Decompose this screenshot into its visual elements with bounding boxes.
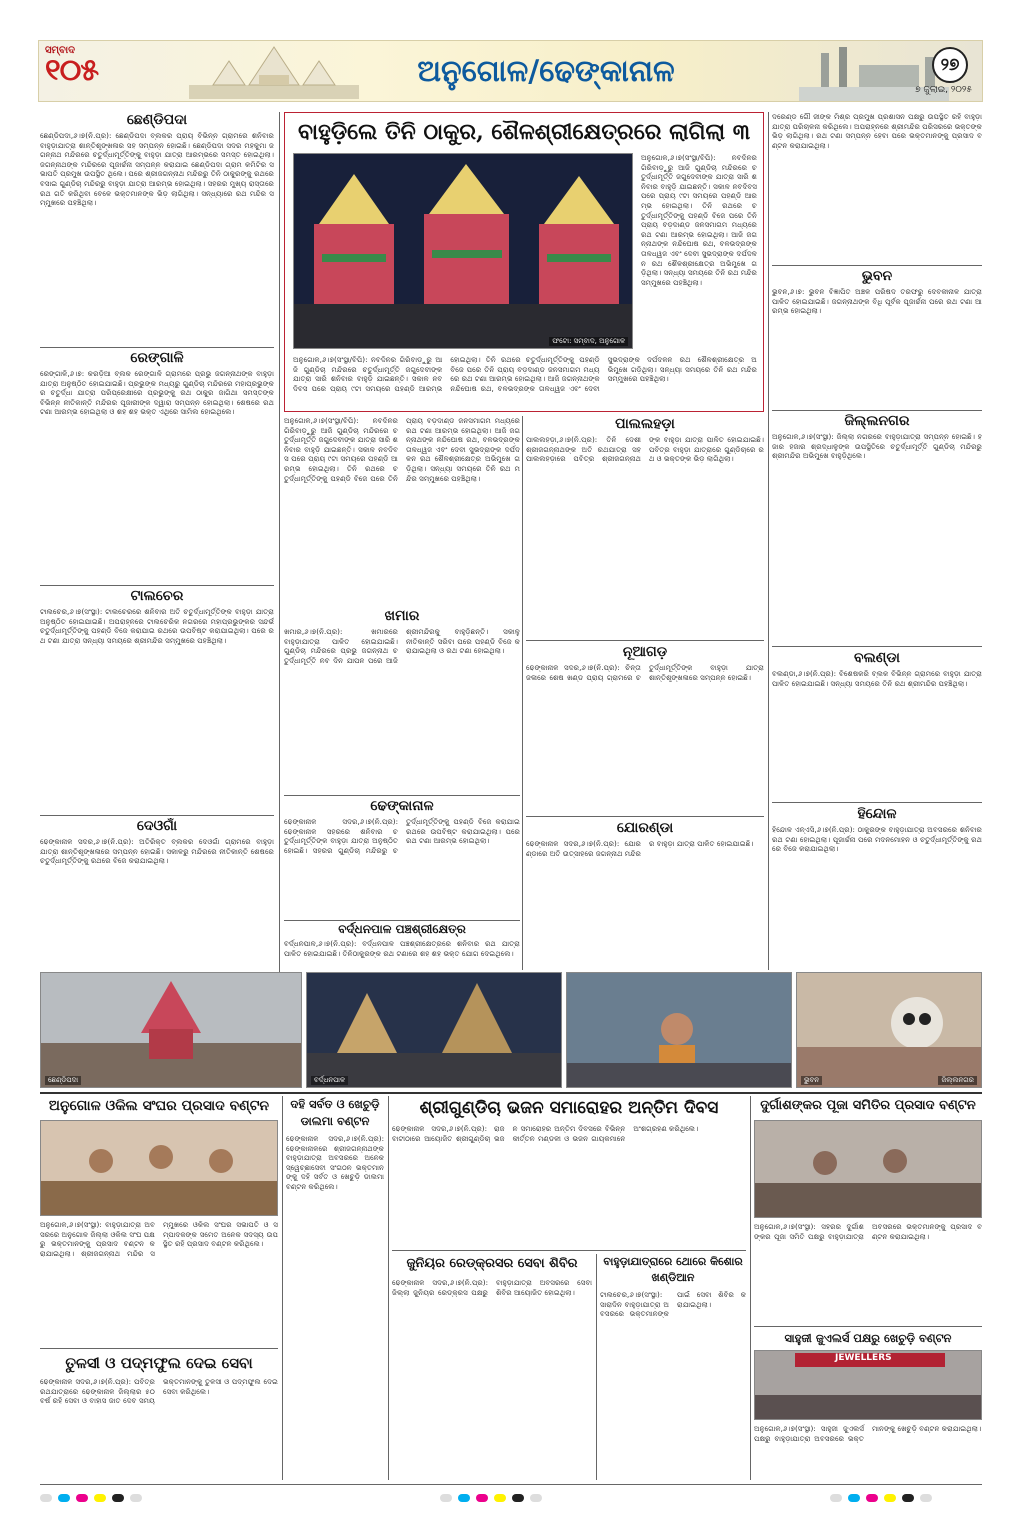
story-talcher (40, 588, 274, 812)
story-body: ଅନୁଗୋଳ,୬।୭(ସଂସ୍ଥା/ବିପି): ନବଦିନର ଗିରିବାଡ଼ୁରୁ ଆଜି ଗୁଣ୍ଡିଚା ମନ୍ଦିରରେ ଚତୁର୍ଦ୍ଧାମୂର୍ତ୍ତି ଜଗୁଦେବୀଙ୍କ ଯାତ୍ରା ସାରି ଶନିବାର ବାହୁଡ଼ି ଯାଇଛନ୍ତି। ସକାଳ ନବଦିବସ ପରେ ପ୍ରାୟ ୯ଟା ସମୟରେ ପହଣ୍ଡି ଆରମ୍ଭ ହୋଇଥିଲା। ତିନି ରଥରେ ଚତୁର୍ଦ୍ଧାମୂର୍ତ୍ତିଙ୍କୁ ପହଣ୍ଡି ବିଜେ ପରେ ତିନି ପ୍ରାୟ ବଡ଼ଦାଣ୍ଡ ଜନସମାଗମ ମଧ୍ୟରେ ରଥ ଟଣା ଆରମ୍ଭ ହୋଇଥିଲା। ଆଜି ଜଗନ୍ନାଥଙ୍କ ନନ୍ଦିଘୋଷ ରଥ, ବଳଭଦ୍ରଙ୍କ ତାଳଧ୍ୱଜ ଏବଂ ଦେବୀ ସୁଭଦ୍ରାଙ୍କ ଦର୍ପଦଳନ ରଥ ଶୈଳଶ୍ରୀକ୍ଷେତ୍ର ଅଭିମୁଖେ ଗଡ଼ିଥିଲା। ସନ୍ଧ୍ୟା ସମୟରେ ତିନି ରଥ ମନ୍ଦିର ସମ୍ମୁଖରେ ପହଞ୍ଚିଥିଲା। (284, 416, 520, 483)
story-heading: ଜୁନିୟର ରେଡ୍‌କ୍ରସର ସେବା ଶିବିର (406, 1256, 578, 1271)
photo-credit: ଫଟୋ: ସମ୍ବାଦ, ଅନୁଗୋଳ (549, 337, 628, 346)
lead-body-bottom: ଅନୁଗୋଳ,୬।୭(ସଂସ୍ଥା/ବିପି): ନବଦିନର ଗିରିବାଡ଼ୁରୁ ଆଜି ଗୁଣ୍ଡିଚା ମନ୍ଦିରରେ ଚତୁର୍ଦ୍ଧାମୂର୍ତ୍ତି ଜଗୁଦେବୀଙ୍କ ଯାତ୍ରା ସାରି ଶନିବାର ବାହୁଡ଼ି ଯାଇଛନ୍ତି। ସକାଳ ନବଦିବସ ପରେ ପ୍ରାୟ ୯ଟା ସମୟରେ ପହଣ୍ଡି ଆରମ୍ଭ ହୋଇଥିଲା। ତିନି ରଥରେ ଚତୁର୍ଦ୍ଧାମୂର୍ତ୍ତିଙ୍କୁ ପହଣ୍ଡି ବିଜେ ପରେ ତିନି ପ୍ରାୟ ବଡ଼ଦାଣ୍ଡ ଜନସମାଗମ ମଧ୍ୟରେ ରଥ ଟଣା ଆରମ୍ଭ ହୋଇଥିଲା। ଆଜି ଜଗନ୍ନାଥଙ୍କ ନନ୍ଦିଘୋଷ ରଥ, ବଳଭଦ୍ରଙ୍କ ତାଳଧ୍ୱଜ ଏବଂ ଦେବୀ ସୁଭଦ୍ରାଙ୍କ ଦର୍ପଦଳନ ରଥ ଶୈଳଶ୍ରୀକ୍ଷେତ୍ର ଅଭିମୁଖେ ଗଡ଼ିଥିଲା। ସନ୍ଧ୍ୟା ସମୟରେ ତିନି ରଥ ମନ୍ଦିର ସମ୍ମୁଖରେ ପହଞ୍ଚିଥିଲା। (293, 355, 757, 393)
story-body: ଢେଙ୍କାନାଳ ସଦର,୬।୭(ନି.ପ୍ର): ଯୋରଣ୍ଡାରେ ଅତି ଉତ୍ସାହରେ ଜଗନ୍ନାଥ ମନ୍ଦିରର ବାହୁଡ଼ା ଯାତ୍ରା ପାଳିତ ହୋଇଯାଇଛି। (526, 839, 754, 858)
photo-caption: ବର୍ଦ୍ଧନପାଳ (311, 1076, 348, 1085)
chariot-photo-icon (294, 154, 633, 349)
lead-headline: ବାହୁଡ଼ିଲେ ତିନି ଠାକୁର, ଶୈଳଶ୍ରୀକ୍ଷେତ୍ରରେ ଲାଗିଲା ୩ (298, 119, 750, 145)
story-body: ଢେଙ୍କାନାଳ ସଦର,୬।୭(ନି.ପ୍ର): ଅତିରିକ୍ତ ବ୍ଲକର ଦେଓଗାଁ ଗ୍ରାମରେ ବାହୁଡ଼ା ଯାତ୍ରା ଶାନ୍ତିଶୃଙ୍ଖଳାରେ ସମ୍ପନ୍ନ ହୋଇଛି। ସକାଳରୁ ମନ୍ଦିରରେ ନୀତିକାନ୍ତି ଶେଷରେ ଚତୁର୍ଦ୍ଧାମୂର୍ତ୍ତିଙ୍କୁ ରଥରେ ବିଜେ କରାଯାଇଥିଲା। (40, 837, 274, 866)
story-body: ଢେଙ୍କାନାଳ ସଦର,୬।୭(ନି.ପ୍ର): ଚିନ୍ତା ଜଳାରେ ଶେଷ ଖଣ୍ଡ ପ୍ରାୟ ଗ୍ରାମରେ ଚତୁର୍ଦ୍ଧାମୂର୍ତ୍ତିଙ୍କ ବାହୁଡ଼ା ଯାତ୍ରା ଶାନ୍ତିଶୃଙ୍ଖଳାରେ ସମ୍ପନ୍ନ ହୋଇଛି। (526, 663, 764, 682)
story-balanda (772, 650, 982, 800)
chariot-crowd-photo-icon (41, 973, 302, 1088)
photo-caption: ଜିଲ୍ଲନଗର (938, 1076, 977, 1085)
story-body: ଖମାର,୬।୭(ନି.ପ୍ର): ଖମାରରେ ବାହୁଡ଼ାଯାତ୍ରା ପାଳିତ ହୋଇଯାଇଛି। ଗୁଣ୍ଡିଚା ମନ୍ଦିରରେ ପ୍ରଭୁ ଜଗନ୍ନାଥ ଚତୁର୍ଦ୍ଧାମୂର୍ତ୍ତି ନବ ଦିନ ଯାପନ ପରେ ଆଜି ଶ୍ରୀମନ୍ଦିରକୁ ବାହୁଡ଼ିଛନ୍ତି। ସକାଳୁ ନୀତିକାନ୍ତି ସରିବା ପରେ ପହଣ୍ଡି ବିଜେ କରାଯାଇଥିଲା ଓ ରଥ ଟଣା ହୋଇଥିଲା। (284, 627, 520, 665)
story-heading: ଶ୍ରୀଗୁଣ୍ଡିଚା ଭଜନ ସମାରୋହର ଅନ୍ତିମ ଦିବସ (419, 1098, 719, 1118)
story-body: ଛେଣ୍ଡିପଦା,୬।୭(ନି.ପ୍ର): ଛେଣ୍ଡିପଦା ବ୍ଲକର ପ୍ରାୟ ବିଭିନ୍ନ ଗ୍ରାମରେ ଶନିବାର ବାହୁଡ଼ାଯାତ୍ରା ଶାନ୍ତିଶୃଙ୍ଖଳାର ସହ ସମ୍ପନ୍ନ ହୋଇଛି। ଛେଣ୍ଡିପଦା ସଦର ମହକୁମା ଜଗନ୍ନାଥ ମନ୍ଦିରରେ ଚତୁର୍ଦ୍ଧାମୂର୍ତ୍ତିଙ୍କୁ ବାହୁଡ଼ା ଯାତ୍ରା ଆରମ୍ଭରେ ସମସ୍ତ ହୋଇଥିଲା। ଜଗନ୍ନାଥଙ୍କ ମନ୍ଦିରରେ ପୂଜାର୍ଚ୍ଚନା ସମ୍ପନ୍ନ କରାଯାଇ ଛେଣ୍ଡିପଦା ଗ୍ରାମ କମିଟିର ସଭାପତି ପ୍ରମୁଖ ଉପସ୍ଥିତ ଥିଲେ। ପରେ ଶ୍ରୀଜଗନ୍ନାଥ ମନ୍ଦିରରୁ ତିନି ଠାକୁରଙ୍କୁ ରଥରେ ବସାଇ ଗୁଣ୍ଡିଚା ମନ୍ଦିରରୁ ବାହୁଡ଼ା ଯାତ୍ରା ଆରମ୍ଭ ହୋଇଥିଲା। ସହରର ମୁଖ୍ୟ ରାସ୍ତାରେ ରଥ ଗତି କରିଥିବା ବେଳେ ଭକ୍ତମାନଙ୍କ ଭିଡ଼ ଲାଗିଥିଲା। ସନ୍ଧ୍ୟାରେ ରଥ ମନ୍ଦିର ସମ୍ମୁଖରେ ପହଞ୍ଚିଥିଲା। (40, 131, 274, 208)
masthead (38, 40, 983, 102)
story-heading: ଖମାର (384, 608, 420, 624)
story-heading: ଜିଲ୍ଲନଗର (844, 413, 910, 429)
story-heading: ଟାଲଚେର (130, 588, 184, 604)
story-body: ଅନୁଗୋଳ,୬।୭(ସଂସ୍ଥା): ବାହୁଡ଼ାଯାତ୍ରା ଅବସରରେ ଅନୁଗୋଳ ଜିଲ୍ଲା ଓକିଲ ସଂଘ ପକ୍ଷରୁ ଭକ୍ତମାନଙ୍କୁ ପ୍ରସାଦ ବଣ୍ଟନ କରାଯାଇଥିଲା। ଶ୍ରୀଜଗନ୍ନାଥ ମନ୍ଦିର ସମ୍ମୁଖରେ ଓକିଲ ସଂଘର ସଭାପତି ଓ ସମ୍ପାଦକଙ୍କ ସମେତ ଅନେକ ସଦସ୍ୟ ଉପସ୍ଥିତ ରହି ପ୍ରସାଦ ବଣ୍ଟନ କରିଥିଲେ। (40, 1220, 278, 1258)
story-heading: ପାଲଲହଡ଼ା (615, 416, 675, 432)
story-khamar (284, 608, 520, 794)
story-nuagarh (526, 644, 764, 814)
story-redcross (392, 1254, 592, 1480)
story-body: ଢେଙ୍କାନାଳ ସଦର,୬।୭(ନି.ପ୍ର): ପବିତ୍ର ରଥଯାତ୍ରାରେ ଢେଙ୍କାନାଳ ଜିଲ୍ଲାର ୫୦ ବର୍ଷ ରହି ସେବା ଓ ବାହାସ ଜାତ ଦେବ ସମୟ ଭକ୍ତମାନଙ୍କୁ ତୁଳସୀ ଓ ପଦ୍ମଫୁଲ ଦେଇ ସେବା କରିଥିଲେ। (40, 1377, 278, 1406)
devotee-crowd-photo-icon (567, 973, 792, 1088)
story-body: ଅନୁଗୋଳ,୬।୭(ସଂସ୍ଥା): ଜିଲ୍ଲା ନଗରରେ ବାହୁଡ଼ାଯାତ୍ରା ସମ୍ପନ୍ନ ହୋଇଛି। ହଜାର ହଜାର ଶ୍ରଦ୍ଧାଳୁଙ୍କ ଉପସ୍ଥିତିରେ ଚତୁର୍ଦ୍ଧାମୂର୍ତ୍ତି ଗୁଣ୍ଡିଚା ମନ୍ଦିରରୁ ଶ୍ରୀମନ୍ଦିର ଅଭିମୁଖେ ବାହୁଡ଼ିଥିଲେ। (772, 432, 982, 461)
lead-photo-chariots (293, 153, 633, 349)
story-bardhanpal (284, 922, 520, 972)
lead-body-right: ଅନୁଗୋଳ,୬।୭(ସଂସ୍ଥା/ବିପି): ନବଦିନର ଗିରିବାଡ଼ୁରୁ ଆଜି ଗୁଣ୍ଡିଚା ମନ୍ଦିରରେ ଚତୁର୍ଦ୍ଧାମୂର୍ତ୍ତି ଜଗୁଦେବୀଙ୍କ ଯାତ୍ରା ସାରି ଶନିବାର ବାହୁଡ଼ି ଯାଇଛନ୍ତି। ସକାଳ ନବଦିବସ ପରେ ପ୍ରାୟ ୯ଟା ସମୟରେ ପହଣ୍ଡି ଆରମ୍ଭ ହୋଇଥିଲା। ତିନି ରଥରେ ଚତୁର୍ଦ୍ଧାମୂର୍ତ୍ତିଙ୍କୁ ପହଣ୍ଡି ବିଜେ ପରେ ତିନି ପ୍ରାୟ ବଡ଼ଦାଣ୍ଡ ଜନସମାଗମ ମଧ୍ୟରେ ରଥ ଟଣା ଆରମ୍ଭ ହୋଇଥିଲା। ଆଜି ଜଗନ୍ନାଥଙ୍କ ନନ୍ଦିଘୋଷ ରଥ, ବଳଭଦ୍ରଙ୍କ ତାଳଧ୍ୱଜ ଏବଂ ଦେବୀ ସୁଭଦ୍ରାଙ୍କ ଦର୍ପଦଳନ ରଥ ଶୈଳଶ୍ରୀକ୍ଷେତ୍ର ଅଭିମୁଖେ ଗଡ଼ିଥିଲା। ସନ୍ଧ୍ୟା ସମୟରେ ତିନି ରଥ ମନ୍ଦିର ସମ୍ମୁଖରେ ପହଞ୍ଚିଥିଲା। (641, 153, 757, 287)
story-heading: ଛେଣ୍ଡିପଦା (126, 112, 188, 128)
story-hindol (772, 806, 982, 970)
logo-number: ୧୦୫ (45, 53, 99, 88)
story-body: ଦରେଣ୍ଡ ଗୌ ଜୀଙ୍କ ମିଶ୍ର ପ୍ରମୁଖ ପ୍ରଶାସନ ପକ୍ଷରୁ ଉପସ୍ଥିତ ରହି ବାହୁଡ଼ା ଯାତ୍ରା ପରିଚାଳନା କରିଥିଲେ। ଅପରାହ୍ନରେ ଶ୍ରୀମନ୍ଦିର ପରିସରରେ ଭକ୍ତଙ୍କ ଭିଡ଼ ଲାଗିଥିଲା। ରଥ ଟଣା ସମ୍ପନ୍ନ ହେବା ପରେ ଭକ୍ତମାନଙ୍କୁ ପ୍ରସାଦ ବଣ୍ଟନ କରାଯାଇଥିଲା। (772, 112, 982, 150)
story-sahuji (754, 1330, 982, 1480)
story-heading: ଯୋରଣ୍ଡା (616, 820, 674, 836)
story-body: ଢେଙ୍କାନାଳ ସଦର,୬।୭(ନି.ପ୍ର): ରାଜବାଟୀଠାରେ ଆୟୋଜିତ ଶ୍ରୀଗୁଣ୍ଡିଚା ଭଜନ ସମାରୋହର ଅନ୍ତିମ ଦିବସରେ ବିଭିନ୍ନ କୀର୍ତ୍ତନ ମଣ୍ଡଳୀ ଓ ଭଜନ ଗାୟକମାନେ ଅଂଶଗ୍ରହଣ କରିଥିଲେ। (392, 1124, 699, 1143)
temple-illustration-icon (189, 45, 359, 99)
story-mid-continue (284, 416, 520, 606)
durgashankar-photo (754, 1120, 982, 1218)
story-body: ଟାଲଚେର,୬।୭(ସଂସ୍ଥା): ସାରାଦିନ ବାହୁଡ଼ାଯାତ୍ରା ଅବସରରେ ଭକ୍ତମାନଙ୍କ ପାଇଁ ସେବା ଶିବିର କରାଯାଇଥିଲା। (600, 1290, 746, 1319)
story-heading: ଢେଙ୍କାନାଳ (370, 798, 434, 814)
story-body: ଢେଙ୍କାନାଳ ସଦର,୬।୭(ନି.ପ୍ର): ଢେଙ୍କାନାଳ ସହରରେ ଶନିବାର ଚତୁର୍ଦ୍ଧାମୂର୍ତ୍ତିଙ୍କ ବାହୁଡ଼ା ଯାତ୍ରା ଅନୁଷ୍ଠିତ ହୋଇଛି। ସହରର ଗୁଣ୍ଡିଚା ମନ୍ଦିରରୁ ଚତୁର୍ଦ୍ଧାମୂର୍ତ୍ତିଙ୍କୁ ପହଣ୍ଡି ବିଜେ କରାଯାଇ ରଥରେ ଉପବିଷ୍ଟ କରାଯାଇଥିଲା। ପରେ ରଥ ଟଣା ଆରମ୍ଭ ହୋଇଥିଲା। (284, 817, 520, 855)
story-heading: ତୁଳସୀ ଓ ପଦ୍ମଫୁଲ ଦେଇ ସେବା (65, 1354, 253, 1372)
story-rengali (40, 350, 274, 582)
page-number: ୨୭ (932, 47, 968, 83)
photo-chhendipada (40, 972, 302, 1088)
story-body: ଢେଙ୍କାନାଳ ସଦର,୬।୭(ନି.ପ୍ର): ଜିଲ୍ଲା ଜୁନିୟର ରେଡ୍‌କ୍ରସ ପକ୍ଷରୁ ବାହୁଡ଼ାଯାତ୍ରା ଅବସରରେ ସେବା ଶିବିର ଆୟୋଜିତ ହୋଇଥିଲା। (392, 1278, 592, 1297)
story-body: ପାଲଲହଡ଼ା,୬।୭(ନି.ପ୍ର): ତିନି ଦେଶୀ ଶ୍ରୀଜଗନ୍ନାଥଙ୍କ ଅତି ରଥଯାତ୍ରା ସହ ପାଲଲହଡ଼ାରେ ପବିତ୍ର ଶ୍ରୀଜଗନ୍ନାଥଙ୍କ ବାହୁଡ଼ା ଯାତ୍ରା ପାଳିତ ହୋଇଯାଇଛି। ପବିତ୍ର ବାହୁଡ଼ା ଯାତ୍ରାରେ ଗୁଣ୍ଡିଚାରେ ରଥ ଓ ଭକ୍ତଙ୍କ ଭିଡ଼ ଲାଗିଥିଲା। (526, 435, 764, 464)
logo-tag: ସମ୍ବାଦ (45, 45, 75, 56)
story-heading: ନୂଆଗଡ଼ (622, 644, 668, 660)
story-joranda (526, 820, 764, 970)
temple-night-photo-icon (307, 973, 562, 1088)
photo-devotee (566, 972, 792, 1088)
photo-bhuban-jillanagar (796, 972, 982, 1088)
story-body: ଟାଲଚେର,୬।୭(ସଂସ୍ଥା): ଟାଲଚେରରେ ଶନିବାର ଅତି ଚତୁର୍ଦ୍ଧାମୂର୍ତ୍ତିଙ୍କ ବାହୁଡ଼ା ଯାତ୍ରା ଅନୁଷ୍ଠିତ ହୋଇଯାଇଛି। ଅପରାହ୍ନରେ ଟାଲଚେରିକ ନଗରରେ ମହାପ୍ରଭୁଙ୍କର ସନ୍ଦର୍ଭ ଚତୁର୍ଦ୍ଧାମୂର୍ତ୍ତିଙ୍କୁ ପହଣ୍ଡି ବିଜେ କରାଯାଇ ରଥରେ ଉପବିଷ୍ଟ କରାଯାଇଥିଲା। ପରେ ରଥ ଟଣା ଯାତ୍ରା ସନ୍ଧ୍ୟା ସମୟରେ ଶ୍ରୀମନ୍ଦିର ସମ୍ମୁଖରେ ପହଞ୍ଚିଥିଲା। (40, 607, 274, 645)
deity-photo-icon (797, 973, 982, 1088)
story-dhenkanal (284, 798, 520, 918)
story-deogaon (40, 818, 274, 968)
photo-bardhanpal (306, 972, 562, 1088)
story-heading: ବଲଣ୍ଡା (854, 650, 900, 666)
story-body: ଅନୁଗୋଳ,୬।୭(ସଂସ୍ଥା): ସାହୁଜୀ ଜୁଏଲର୍ସ ପକ୍ଷରୁ ବାହୁଡ଼ାଯାତ୍ରା ଅବସରରେ ଭକ୍ତମାନଙ୍କୁ ଖେଚୁଡ଼ି ବଣ୍ଟନ କରାଯାଇଥିଲା। (754, 1424, 982, 1443)
story-kishor (600, 1254, 746, 1480)
lead-story (284, 112, 764, 412)
story-chhendipada (40, 112, 274, 344)
people-serving-photo-icon (41, 1121, 278, 1216)
story-durgashankar (754, 1096, 982, 1324)
photo-caption: ଭୁବନ (801, 1076, 822, 1085)
story-right-continue (772, 112, 982, 262)
story-heading: ଅନୁଗୋଳ ଓକିଲ ସଂଘର ପ୍ରସାଦ ବଣ୍ଟନ (48, 1098, 270, 1114)
sahuji-photo (754, 1350, 982, 1420)
story-heading: ରେଙ୍ଗାଳି (130, 350, 184, 366)
bar-association-photo (40, 1120, 278, 1216)
story-body: ହିନ୍ଦୋଳ ଏନ୍‌ଏସି,୬।୭(ନି.ପ୍ର): ଠାକୁରଙ୍କ ବାହୁଡ଼ାଯାତ୍ରା ଅବସରରେ ଶନିବାର ରଥ ଟଣା ହୋଇଥିଲା। ପୂଜାର୍ଚ୍ଚନା ପରେ ମଦନମୋହନ ଓ ଚତୁର୍ଦ୍ଧାମୂର୍ତ୍ତିଙ୍କୁ ରଥରେ ବିଜେ କରାଯାଇଥିଲା। (772, 825, 982, 854)
story-heading: ହିନ୍ଦୋଳ (857, 806, 897, 822)
story-body: ବଲଣ୍ଡା,୬।୭(ନି.ପ୍ର): ବିଶେଷକରି ବ୍ଲକ ବିଭିନ୍ନ ଗ୍ରାମରେ ବାହୁଡ଼ା ଯାତ୍ରା ପାଳିତ ହୋଇଯାଇଛି। ସନ୍ଧ୍ୟା ସମୟରେ ତିନି ରଥ ଶ୍ରୀମନ୍ଦିର ପହଞ୍ଚିଥିଲା। (772, 669, 982, 688)
story-bar-association (40, 1096, 278, 1344)
story-heading: ସାହୁଜୀ ଜୁଏଲର୍ସ ପକ୍ଷରୁ ଖେଚୁଡ଼ି ବଣ୍ଟନ (784, 1331, 952, 1345)
page-date: ୭ ଜୁଲାଇ, ୨୦୨୫ (915, 85, 972, 95)
story-body: ଅନୁଗୋଳ,୬।୭(ସଂସ୍ଥା): ସହରର ଦୁର୍ଗାଶଙ୍କର ପୂଜା ସମିତି ପକ୍ଷରୁ ବାହୁଡ଼ାଯାତ୍ରା ଅବସରରେ ଭକ୍ତମାନଙ୍କୁ ପ୍ରସାଦ ବଣ୍ଟନ କରାଯାଇଥିଲା। (754, 1222, 982, 1241)
column-divider (279, 112, 280, 974)
section-title: ଅନୁଗୋଳ/ଢେଙ୍କାନାଳ (417, 54, 675, 89)
story-heading: ବାହୁଡ଼ାଯାତ୍ରାରେ ଥୋରେ କିଶୋର ଖଣ୍ଡିଆନ (603, 1255, 743, 1284)
registration-marks (440, 1493, 542, 1503)
story-heading: ଦୁର୍ଗାଶଙ୍କର ପୂଜା ସମିତିର ପ୍ରସାଦ ବଣ୍ଟନ (760, 1098, 976, 1113)
shop-sign: JEWELLERS (835, 1353, 892, 1363)
story-body: ଢେଙ୍କାନାଳ ସଦର,୬।୭(ନି.ପ୍ର): ଢେଙ୍କାନାଳରେ ଶ୍ରୀଜଗନ୍ନାଥଙ୍କ ବାହୁଡ଼ାଯାତ୍ରା ଅବସରରେ ଅନେକ ସ୍ୱେଚ୍ଛାସେବୀ ସଂଗଠନ ଭକ୍ତମାନଙ୍କୁ ଦହି ସର୍ବତ ଓ ଖେଚୁଡ଼ି ଡାଲମା ବଣ୍ଟନ କରିଥିଲେ। (286, 1134, 384, 1191)
story-tulsi (40, 1352, 278, 1480)
story-heading: ବର୍ଦ୍ଧନପାଳ ପଞ୍ଚଶ୍ରୀକ୍ଷେତ୍ର (338, 922, 466, 936)
registration-marks (40, 1493, 142, 1503)
story-dahi-sarbat (286, 1096, 384, 1480)
story-palalahada (526, 416, 764, 638)
people-gathering-photo-icon (755, 1121, 982, 1218)
photo-caption: ଛେଣ୍ଡିପଦା (45, 1076, 81, 1085)
story-body: ଭୁବନ,୬।୭: ଭୁବନ ବିଜ୍ଞାପିତ ଅଞ୍ଚଳ ପରିଷଦ ତରଫରୁ ଦେବକୀନାଳ ଯାତ୍ରା ପାଳିତ ହୋଇଯାଇଛି। ଜଗନ୍ନାଥଙ୍କ ବିଧି ପୂର୍ବକ ପୂଜାର୍ଚ୍ଚନା ପରେ ରଥ ଟଣା ଆରମ୍ଭ ହୋଇଥିଲା। (772, 287, 982, 316)
story-heading: ଭୁବନ (861, 268, 893, 284)
newspaper-logo (45, 45, 163, 99)
story-body: ରେଙ୍ଗାଳି,୬।୭: କରଡ଼ିଆ ବ୍ଲକ ରେଙ୍ଗାଳି ଗ୍ରାମରେ ପ୍ରଭୁ ଜଗନ୍ନାଥଙ୍କ ବାହୁଡ଼ା ଯାତ୍ରା ଅନୁଷ୍ଠିତ ହୋଇଯାଇଛି। ପ୍ରଭୁଙ୍କ ମଧ୍ୟରୁ ଗୁଣ୍ଡିଚା ମନ୍ଦିରରେ ମହାପ୍ରଭୁଙ୍କର ଚତୁର୍ଦ୍ଧା ଯାତ୍ରା ପରିପ୍ରେକ୍ଷୀରେ ପ୍ରଭୁଙ୍କୁ ରଥ ଠାକୁର ଜାଗିଥା ସମସ୍ତଙ୍କ ବିଭିନ୍ନ ନୀତିକାନ୍ତି ମନ୍ଦିରର ପୂଜାରୀଙ୍କ ଦ୍ୱାରା ସମ୍ପନ୍ନ ହୋଇଥିଲା। ଶେଷରେ ରଥ ଟଣା ଆରମ୍ଭ ହୋଇଥିଲା ଓ ଶହ ଶହ ଭକ୍ତ ଏଥିରେ ସାମିଲ ହୋଇଥିଲେ। (40, 369, 274, 417)
story-heading: ଦହି ସର୍ବତ ଓ ଖେଚୁଡ଼ି ଡାଲମା ବଣ୍ଟନ (290, 1097, 380, 1128)
story-heading: ଦେଓଗାଁ (136, 818, 178, 834)
registration-marks (830, 1493, 932, 1503)
story-body: ବର୍ଦ୍ଧନପାଳ,୬।୭(ନି.ପ୍ର): ବର୍ଦ୍ଧନପାଳ ପଞ୍ଚଶ୍ରୀକ୍ଷେତ୍ରରେ ଶନିବାର ରଥ ଯାତ୍ରା ପାଳିତ ହୋଇଯାଇଛି। ତିନିଠାକୁରଙ୍କ ରଥ ଟଣାରେ ଶହ ଶହ ଭକ୍ତ ଯୋଗ ଦେଇଥିଲେ। (284, 939, 520, 958)
story-bhajan (392, 1096, 746, 1248)
story-jillanagar (772, 413, 982, 643)
story-bhuban (772, 268, 982, 408)
